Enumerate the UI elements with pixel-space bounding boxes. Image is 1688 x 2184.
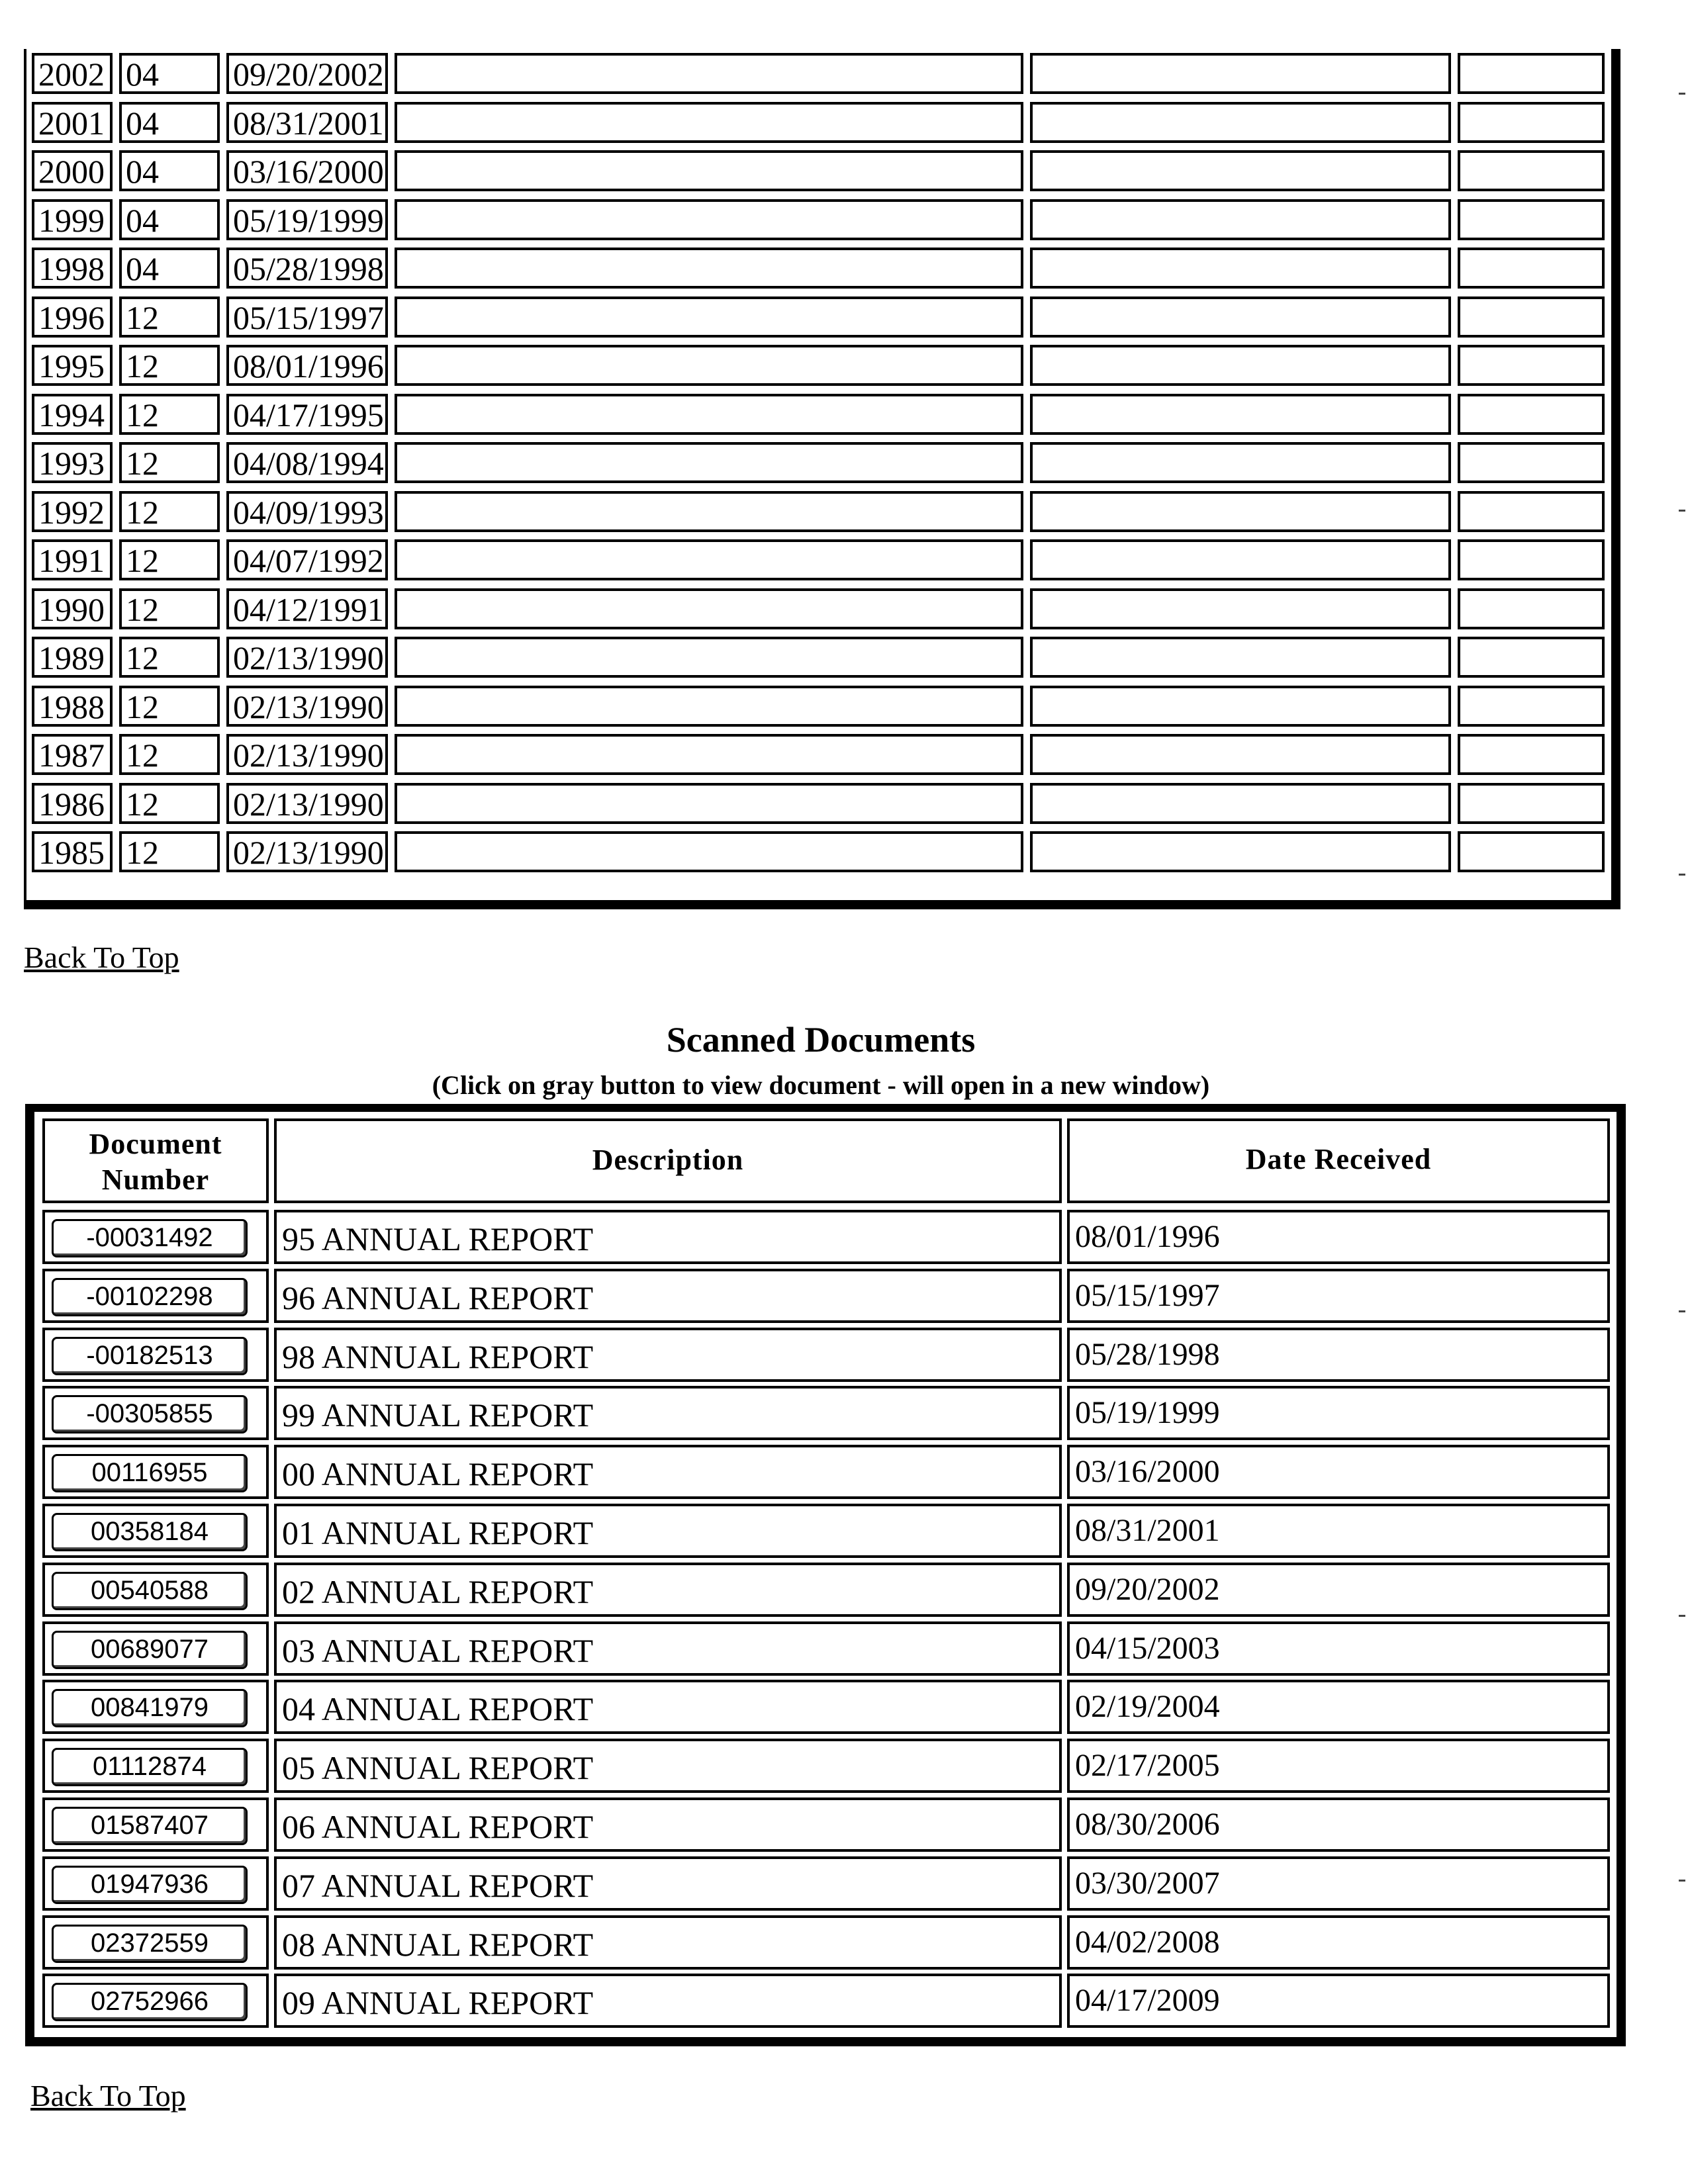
- history-empty-cell: [395, 345, 1023, 386]
- document-description: 98 ANNUAL REPORT: [274, 1328, 1062, 1382]
- history-empty-cell: [1030, 588, 1451, 629]
- document-description: 08 ANNUAL REPORT: [274, 1915, 1062, 1970]
- history-empty-cell: [1458, 734, 1605, 775]
- history-month: 04: [119, 199, 220, 240]
- margin-mark: [1679, 1880, 1685, 1882]
- history-month: 12: [119, 394, 220, 435]
- document-number-cell: [42, 1856, 269, 1911]
- history-year: 1992: [32, 491, 113, 532]
- history-empty-cell: [1458, 102, 1605, 143]
- history-year: 2001: [32, 102, 113, 143]
- view-document-button[interactable]: 02372559: [52, 1925, 248, 1963]
- document-date-received: 04/02/2008: [1067, 1915, 1610, 1970]
- history-filed-date: 02/13/1990: [226, 637, 388, 678]
- history-empty-cell: [1458, 394, 1605, 435]
- view-document-button[interactable]: -00031492: [52, 1219, 248, 1257]
- history-empty-cell: [1030, 394, 1451, 435]
- document-row: [34, 1383, 1617, 1442]
- history-month: 12: [119, 686, 220, 727]
- history-row: [26, 146, 1611, 195]
- history-empty-cell: [395, 686, 1023, 727]
- document-number-cell: [42, 1504, 269, 1558]
- history-row: [26, 827, 1611, 876]
- document-date-received: 04/15/2003: [1067, 1621, 1610, 1676]
- view-document-button[interactable]: 02752966: [52, 1983, 248, 2021]
- view-document-button[interactable]: -00305855: [52, 1395, 248, 1433]
- history-empty-cell: [395, 491, 1023, 532]
- history-filed-date: 08/31/2001: [226, 102, 388, 143]
- history-empty-cell: [1458, 442, 1605, 483]
- history-year: 1995: [32, 345, 113, 386]
- history-year: 1993: [32, 442, 113, 483]
- history-empty-cell: [1458, 831, 1605, 872]
- document-description: 01 ANNUAL REPORT: [274, 1504, 1062, 1558]
- history-year: 1996: [32, 296, 113, 338]
- history-empty-cell: [395, 296, 1023, 338]
- document-date-received: 05/28/1998: [1067, 1328, 1610, 1382]
- document-description: 07 ANNUAL REPORT: [274, 1856, 1062, 1911]
- document-description: 09 ANNUAL REPORT: [274, 1974, 1062, 2028]
- history-empty-cell: [395, 831, 1023, 872]
- history-month: 12: [119, 491, 220, 532]
- annual-report-history-table: [24, 49, 1620, 909]
- history-empty-cell: [1458, 53, 1605, 94]
- history-empty-cell: [395, 637, 1023, 678]
- history-filed-date: 05/15/1997: [226, 296, 388, 338]
- document-date-received: 08/31/2001: [1067, 1504, 1610, 1558]
- history-empty-cell: [395, 539, 1023, 580]
- history-empty-cell: [1458, 345, 1605, 386]
- history-month: 04: [119, 53, 220, 94]
- document-number-cell: [42, 1680, 269, 1734]
- history-year: 2002: [32, 53, 113, 94]
- history-empty-cell: [1030, 150, 1451, 191]
- history-empty-cell: [395, 442, 1023, 483]
- history-empty-cell: [395, 248, 1023, 289]
- document-number-cell: [42, 1386, 269, 1440]
- history-month: 04: [119, 150, 220, 191]
- history-month: 04: [119, 248, 220, 289]
- history-empty-cell: [1458, 588, 1605, 629]
- history-filed-date: 04/17/1995: [226, 394, 388, 435]
- history-empty-cell: [395, 394, 1023, 435]
- document-date-received: 05/15/1997: [1067, 1269, 1610, 1323]
- history-year: 1985: [32, 831, 113, 872]
- history-year: 1986: [32, 783, 113, 824]
- document-row: [34, 1795, 1617, 1854]
- history-month: 12: [119, 345, 220, 386]
- history-filed-date: 04/12/1991: [226, 588, 388, 629]
- history-empty-cell: [1030, 831, 1451, 872]
- history-row: [26, 584, 1611, 633]
- history-empty-cell: [1030, 637, 1451, 678]
- margin-mark: [1679, 1310, 1685, 1312]
- document-number-cell: [42, 1269, 269, 1323]
- scanned-documents-table: [25, 1104, 1626, 2046]
- history-filed-date: 02/13/1990: [226, 783, 388, 824]
- document-row: [34, 1325, 1617, 1384]
- header-document-number-line2: Number: [101, 1163, 210, 1196]
- scanned-documents-subtitle: (Click on gray button to view document - will open in a new window): [432, 1070, 1210, 1100]
- history-empty-cell: [395, 199, 1023, 240]
- document-row: [34, 1971, 1617, 2030]
- history-month: 12: [119, 588, 220, 629]
- view-document-button[interactable]: 01112874: [52, 1748, 248, 1786]
- document-date-received: 05/19/1999: [1067, 1386, 1610, 1440]
- history-empty-cell: [1030, 296, 1451, 338]
- back-to-top-link[interactable]: Back To Top: [24, 940, 179, 974]
- history-row: [26, 195, 1611, 244]
- header-description: Description: [274, 1118, 1062, 1203]
- history-empty-cell: [1030, 345, 1451, 386]
- history-row: [26, 49, 1611, 98]
- history-empty-cell: [1458, 199, 1605, 240]
- history-empty-cell: [1030, 199, 1451, 240]
- header-date-received: Date Received: [1067, 1118, 1610, 1203]
- history-month: 12: [119, 296, 220, 338]
- history-filed-date: 02/13/1990: [226, 686, 388, 727]
- history-row: [26, 535, 1611, 584]
- document-date-received: 02/19/2004: [1067, 1680, 1610, 1734]
- view-document-button[interactable]: 00116955: [52, 1454, 248, 1492]
- history-filed-date: 02/13/1990: [226, 831, 388, 872]
- history-filed-date: 03/16/2000: [226, 150, 388, 191]
- document-row: [34, 1266, 1617, 1325]
- view-document-button[interactable]: 00841979: [52, 1689, 248, 1727]
- margin-mark: [1679, 874, 1685, 876]
- document-date-received: 02/17/2005: [1067, 1739, 1610, 1793]
- history-empty-cell: [395, 734, 1023, 775]
- document-row: [34, 1207, 1617, 1266]
- view-document-button[interactable]: 00689077: [52, 1631, 248, 1669]
- document-date-received: 09/20/2002: [1067, 1563, 1610, 1617]
- document-date-received: 04/17/2009: [1067, 1974, 1610, 2028]
- view-document-button[interactable]: 01587407: [52, 1807, 248, 1845]
- history-empty-cell: [1030, 102, 1451, 143]
- history-month: 12: [119, 637, 220, 678]
- margin-mark: [1679, 1615, 1685, 1617]
- history-row: [26, 98, 1611, 147]
- document-number-cell: [42, 1915, 269, 1970]
- history-empty-cell: [1030, 491, 1451, 532]
- document-row: [34, 1913, 1617, 1972]
- history-filed-date: 05/28/1998: [226, 248, 388, 289]
- history-filed-date: 09/20/2002: [226, 53, 388, 94]
- document-description: 06 ANNUAL REPORT: [274, 1797, 1062, 1852]
- margin-mark: [1679, 510, 1685, 512]
- document-number-cell: [42, 1328, 269, 1382]
- history-empty-cell: [1030, 53, 1451, 94]
- document-description: 05 ANNUAL REPORT: [274, 1739, 1062, 1793]
- history-month: 12: [119, 783, 220, 824]
- scanned-documents-title: Scanned Documents: [666, 1020, 976, 1060]
- history-row: [26, 341, 1611, 390]
- view-document-button[interactable]: -00182513: [52, 1337, 248, 1375]
- history-empty-cell: [1458, 637, 1605, 678]
- document-row: [34, 1560, 1617, 1619]
- history-row: [26, 293, 1611, 341]
- history-empty-cell: [1030, 442, 1451, 483]
- history-year: 1991: [32, 539, 113, 580]
- history-empty-cell: [1458, 539, 1605, 580]
- history-empty-cell: [395, 53, 1023, 94]
- back-to-top-link[interactable]: Back To Top: [30, 2079, 186, 2113]
- history-empty-cell: [1458, 296, 1605, 338]
- history-filed-date: 04/07/1992: [226, 539, 388, 580]
- history-row: [26, 390, 1611, 439]
- history-year: 1998: [32, 248, 113, 289]
- view-document-button[interactable]: 00358184: [52, 1513, 248, 1551]
- header-document-number: [42, 1118, 269, 1203]
- history-month: 12: [119, 442, 220, 483]
- history-empty-cell: [395, 783, 1023, 824]
- history-filed-date: 08/01/1996: [226, 345, 388, 386]
- document-description: 03 ANNUAL REPORT: [274, 1621, 1062, 1676]
- document-description: 99 ANNUAL REPORT: [274, 1386, 1062, 1440]
- history-year: 1994: [32, 394, 113, 435]
- document-date-received: 08/30/2006: [1067, 1797, 1610, 1852]
- history-empty-cell: [1030, 686, 1451, 727]
- view-document-button[interactable]: 00540588: [52, 1572, 248, 1610]
- history-empty-cell: [1458, 491, 1605, 532]
- margin-mark: [1679, 93, 1685, 95]
- history-filed-date: 05/19/1999: [226, 199, 388, 240]
- document-date-received: 08/01/1996: [1067, 1210, 1610, 1264]
- document-number-cell: [42, 1210, 269, 1264]
- history-empty-cell: [1458, 150, 1605, 191]
- history-month: 12: [119, 734, 220, 775]
- history-empty-cell: [1458, 783, 1605, 824]
- history-empty-cell: [1030, 734, 1451, 775]
- history-row: [26, 487, 1611, 536]
- history-year: 1988: [32, 686, 113, 727]
- history-row: [26, 244, 1611, 293]
- document-description: 00 ANNUAL REPORT: [274, 1445, 1062, 1499]
- document-row: [34, 1442, 1617, 1501]
- document-number-cell: [42, 1974, 269, 2028]
- history-row: [26, 682, 1611, 731]
- document-description: 02 ANNUAL REPORT: [274, 1563, 1062, 1617]
- history-empty-cell: [395, 588, 1023, 629]
- history-row: [26, 633, 1611, 682]
- document-number-cell: [42, 1797, 269, 1852]
- history-year: 1989: [32, 637, 113, 678]
- document-description: 96 ANNUAL REPORT: [274, 1269, 1062, 1323]
- document-date-received: 03/30/2007: [1067, 1856, 1610, 1911]
- history-month: 12: [119, 539, 220, 580]
- document-description: 04 ANNUAL REPORT: [274, 1680, 1062, 1734]
- document-number-cell: [42, 1739, 269, 1793]
- history-empty-cell: [1030, 539, 1451, 580]
- history-month: 04: [119, 102, 220, 143]
- history-year: 1999: [32, 199, 113, 240]
- document-number-cell: [42, 1445, 269, 1499]
- history-empty-cell: [1458, 686, 1605, 727]
- document-row: [34, 1619, 1617, 1678]
- history-empty-cell: [1458, 248, 1605, 289]
- history-year: 2000: [32, 150, 113, 191]
- history-filed-date: 04/08/1994: [226, 442, 388, 483]
- history-empty-cell: [395, 150, 1023, 191]
- document-row: [34, 1736, 1617, 1795]
- history-empty-cell: [1030, 783, 1451, 824]
- history-row: [26, 730, 1611, 779]
- view-document-button[interactable]: -00102298: [52, 1278, 248, 1316]
- history-row: [26, 438, 1611, 487]
- history-filed-date: 02/13/1990: [226, 734, 388, 775]
- document-row: [34, 1677, 1617, 1736]
- document-number-cell: [42, 1621, 269, 1676]
- document-date-received: 03/16/2000: [1067, 1445, 1610, 1499]
- header-document-number-line1: Document: [89, 1128, 222, 1160]
- document-row: [34, 1854, 1617, 1913]
- history-empty-cell: [1030, 248, 1451, 289]
- history-year: 1990: [32, 588, 113, 629]
- history-filed-date: 04/09/1993: [226, 491, 388, 532]
- document-row: [34, 1501, 1617, 1560]
- document-number-cell: [42, 1563, 269, 1617]
- history-empty-cell: [395, 102, 1023, 143]
- history-row: [26, 779, 1611, 828]
- document-description: 95 ANNUAL REPORT: [274, 1210, 1062, 1264]
- view-document-button[interactable]: 01947936: [52, 1866, 248, 1904]
- history-year: 1987: [32, 734, 113, 775]
- history-month: 12: [119, 831, 220, 872]
